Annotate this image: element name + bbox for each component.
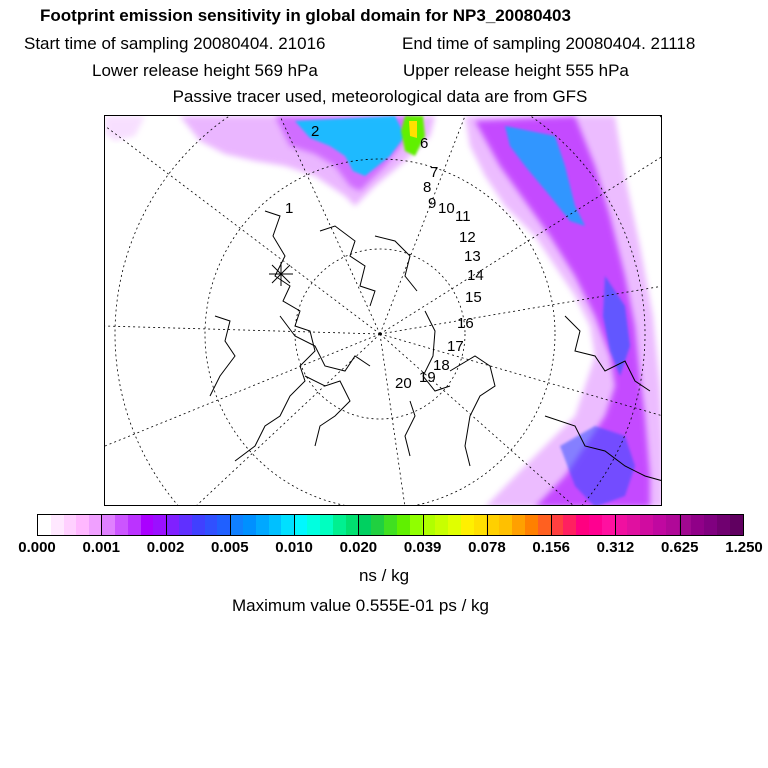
colorbar-cell [499,515,512,535]
colorbar-cell [717,515,730,535]
plot-title: Footprint emission sensitivity in global domain for NP3_20080403 [40,6,571,25]
colorbar-cell [461,515,474,535]
upper-height: Upper release height 555 hPa [403,61,629,80]
colorbar-cell [435,515,448,535]
colorbar-separator [423,514,424,536]
unit-label: ns / kg [358,566,410,585]
colorbar-tick-label: 0.156 [532,539,570,556]
trajectory-label: 18 [433,357,450,374]
colorbar-tick-label: 0.039 [403,539,442,556]
colorbar-tick-label: 0.010 [275,539,313,556]
colorbar-cell [653,515,666,535]
colorbar-separator [551,514,552,536]
colorbar-cell [538,515,551,535]
colorbar-cell [691,515,704,535]
colorbar-cell [333,515,346,535]
colorbar-cell [269,515,282,535]
colorbar-cell [422,515,435,535]
release-marker-icon [269,262,293,286]
map-canvas [105,116,662,506]
colorbar-cell [294,515,307,535]
colorbar-cell [115,515,128,535]
colorbar-cell [128,515,141,535]
colorbar-cell [640,515,653,535]
end-time: End time of sampling 20080404. 21118 [402,34,696,53]
trajectory-label: 14 [467,267,484,284]
trajectory-label: 9 [428,195,437,212]
colorbar-separator [230,514,231,536]
trajectory-label: 8 [423,179,432,196]
trajectory-label: 15 [465,289,482,306]
trajectory-label: 20 [395,375,412,392]
colorbar-tick-label: 0.005 [211,539,249,556]
colorbar-separator [294,514,295,536]
colorbar-cell [627,515,640,535]
colorbar-cell [153,515,166,535]
trajectory-label: 7 [430,164,439,181]
colorbar-cell [205,515,218,535]
footprint-map [104,115,662,506]
colorbar-separator [615,514,616,536]
lower-height: Lower release height 569 hPa [92,61,318,80]
trajectory-label: 17 [447,338,464,355]
colorbar-cell [397,515,410,535]
colorbar-cell [281,515,294,535]
colorbar-tick-label: 0.078 [468,539,506,556]
colorbar-cell [76,515,89,535]
colorbar-cell [192,515,205,535]
colorbar-cell [730,515,743,535]
colorbar-cell [256,515,269,535]
colorbar-tick-label: 0.002 [146,539,185,556]
colorbar-cell [615,515,628,535]
colorbar-cell [589,515,602,535]
colorbar-cell [320,515,333,535]
colorbar-cell [38,515,51,535]
colorbar-tick-label: 0.625 [660,539,699,556]
colorbar-cell [551,515,564,535]
colorbar-separator [101,514,102,536]
tracer-note: Passive tracer used, meteorological data are from GFS [172,87,588,106]
colorbar-cell [179,515,192,535]
colorbar-cell [474,515,487,535]
trajectory-label: 10 [438,200,455,217]
colorbar-cell [243,515,256,535]
max-value-label: Maximum value 0.555E-01 ps / kg [232,596,490,615]
colorbar-cell [563,515,576,535]
start-time: Start time of sampling 20080404. 21016 [24,34,326,53]
colorbar-cell [64,515,77,535]
colorbar-cell [602,515,615,535]
colorbar-cell [358,515,371,535]
trajectory-label: 6 [420,135,429,152]
colorbar-cell [512,515,525,535]
colorbar-tick-label: 0.001 [82,539,121,556]
colorbar-cell [576,515,589,535]
colorbar-cell [141,515,154,535]
colorbar-cell [410,515,423,535]
colorbar-cell [89,515,102,535]
colorbar-cell [166,515,179,535]
colorbar-cell [371,515,384,535]
colorbar-separator [166,514,167,536]
trajectory-label: 16 [457,315,474,332]
colorbar-cell [230,515,243,535]
colorbar-tick-label: 0.312 [596,539,635,556]
colorbar-tick-label: 1.250 [725,539,763,556]
colorbar-cell [307,515,320,535]
colorbar-cell [346,515,359,535]
colorbar-cell [704,515,717,535]
colorbar [37,514,744,536]
colorbar-cell [102,515,115,535]
colorbar-cell [486,515,499,535]
colorbar-tick-label: 0.020 [339,539,378,556]
colorbar-separator [358,514,359,536]
colorbar-tick-label: 0.000 [18,539,56,556]
trajectory-label: 13 [464,248,481,265]
colorbar-cell [217,515,230,535]
colorbar-separator [680,514,681,536]
trajectory-label: 1 [285,200,294,217]
colorbar-cell [666,515,679,535]
trajectory-label: 12 [459,229,476,246]
colorbar-separator [487,514,488,536]
colorbar-cell [448,515,461,535]
colorbar-cell [525,515,538,535]
trajectory-label: 19 [419,369,436,386]
trajectory-label: 11 [455,208,471,225]
trajectory-label: 2 [311,123,320,140]
colorbar-cell [384,515,397,535]
colorbar-cell [51,515,64,535]
sensitivity-field [105,116,662,506]
